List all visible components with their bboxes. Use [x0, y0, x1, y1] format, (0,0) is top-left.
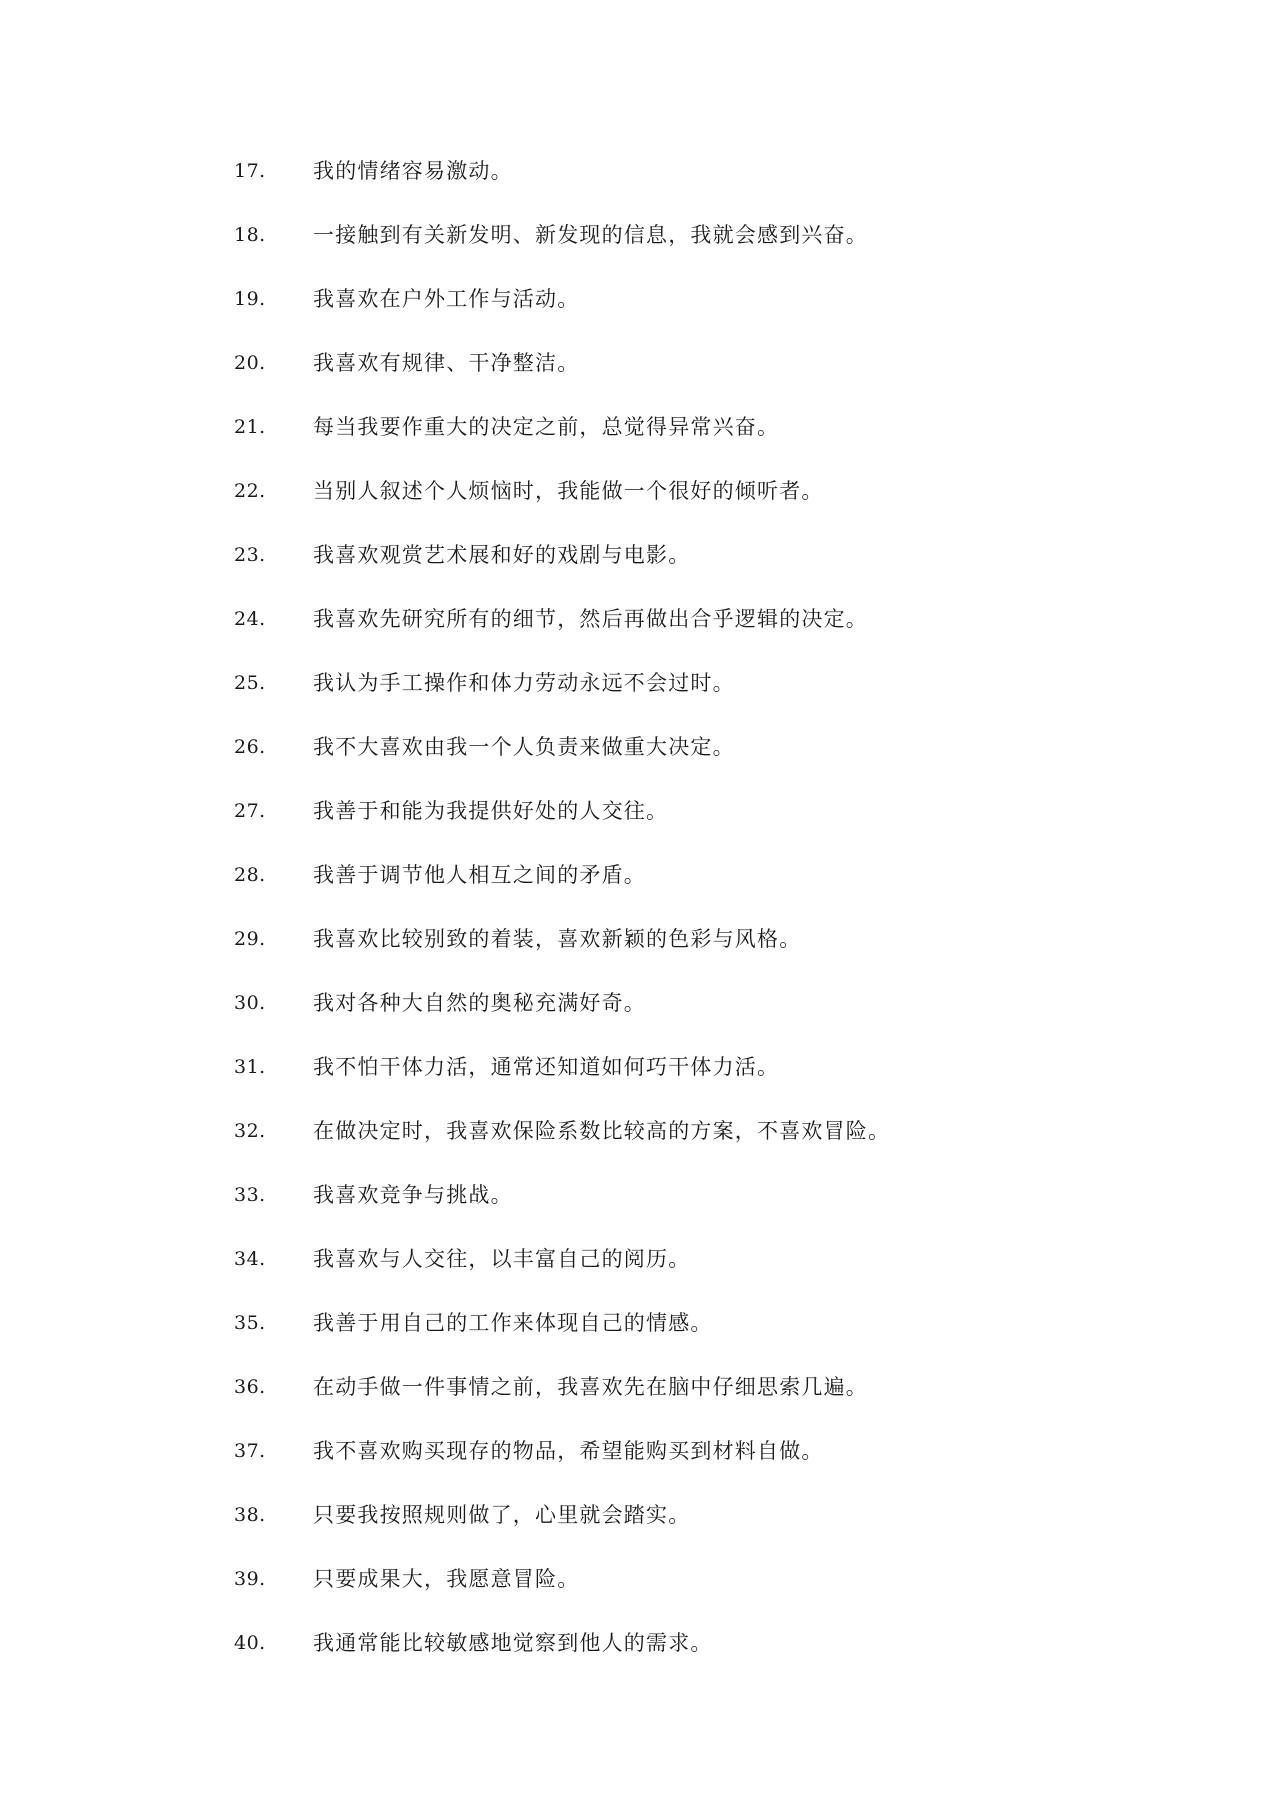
item-number: 39.: [234, 1568, 266, 1590]
item-number: 30.: [234, 992, 266, 1014]
list-item: [0, 1244, 1280, 1308]
item-text: 我认为手工操作和体力劳动永远不会过时。: [313, 671, 735, 695]
list-item: [0, 476, 1280, 540]
item-text: 我喜欢与人交往，以丰富自己的阅历。: [313, 1247, 691, 1271]
item-number: 17.: [234, 160, 266, 182]
item-text: 我喜欢比较别致的着装，喜欢新颖的色彩与风格。: [313, 927, 802, 951]
item-number: 25.: [234, 672, 266, 694]
list-item: [0, 412, 1280, 476]
item-text: 我不大喜欢由我一个人负责来做重大决定。: [313, 735, 735, 759]
item-text: 我喜欢竞争与挑战。: [313, 1183, 513, 1207]
list-item: [0, 732, 1280, 796]
item-text: 我喜欢先研究所有的细节，然后再做出合乎逻辑的决定。: [313, 607, 868, 631]
list-item: [0, 540, 1280, 604]
list-item: [0, 1052, 1280, 1116]
list-item: [0, 1116, 1280, 1180]
item-text: 在动手做一件事情之前，我喜欢先在脑中仔细思索几遍。: [313, 1375, 868, 1399]
item-number: 40.: [234, 1632, 266, 1654]
item-text: 在做决定时，我喜欢保险系数比较高的方案，不喜欢冒险。: [313, 1119, 891, 1143]
item-number: 32.: [234, 1120, 266, 1142]
list-item: [0, 604, 1280, 668]
item-number: 38.: [234, 1504, 266, 1526]
list-item: [0, 1628, 1280, 1692]
item-text: 一接触到有关新发明、新发现的信息，我就会感到兴奋。: [313, 223, 868, 247]
item-number: 21.: [234, 416, 266, 438]
item-text: 当别人叙述个人烦恼时，我能做一个很好的倾听者。: [313, 479, 824, 503]
list-item: [0, 1372, 1280, 1436]
list-item: [0, 988, 1280, 1052]
item-text: 我喜欢在户外工作与活动。: [313, 287, 580, 311]
item-number: 29.: [234, 928, 266, 950]
item-text: 我善于调节他人相互之间的矛盾。: [313, 863, 646, 887]
list-item: [0, 348, 1280, 412]
item-number: 33.: [234, 1184, 266, 1206]
list-item: [0, 284, 1280, 348]
item-number: 26.: [234, 736, 266, 758]
item-text: 我的情绪容易激动。: [313, 159, 513, 183]
item-number: 36.: [234, 1376, 266, 1398]
item-number: 22.: [234, 480, 266, 502]
item-text: 我喜欢观赏艺术展和好的戏剧与电影。: [313, 543, 691, 567]
item-number: 34.: [234, 1248, 266, 1270]
item-number: 37.: [234, 1440, 266, 1462]
item-number: 23.: [234, 544, 266, 566]
item-text: 只要我按照规则做了，心里就会踏实。: [313, 1503, 691, 1527]
item-number: 27.: [234, 800, 266, 822]
item-text: 每当我要作重大的决定之前，总觉得异常兴奋。: [313, 415, 780, 439]
item-text: 只要成果大，我愿意冒险。: [313, 1567, 580, 1591]
item-text: 我不喜欢购买现存的物品，希望能购买到材料自做。: [313, 1439, 824, 1463]
questionnaire-list: [0, 156, 1280, 1692]
list-item: [0, 924, 1280, 988]
list-item: [0, 220, 1280, 284]
list-item: [0, 668, 1280, 732]
item-number: 35.: [234, 1312, 266, 1334]
list-item: [0, 1436, 1280, 1500]
item-text: 我对各种大自然的奥秘充满好奇。: [313, 991, 646, 1015]
item-number: 24.: [234, 608, 266, 630]
item-number: 19.: [234, 288, 266, 310]
item-text: 我善于和能为我提供好处的人交往。: [313, 799, 669, 823]
list-item: [0, 1564, 1280, 1628]
item-text: 我通常能比较敏感地觉察到他人的需求。: [313, 1631, 713, 1655]
item-number: 31.: [234, 1056, 266, 1078]
list-item: [0, 1500, 1280, 1564]
list-item: [0, 1180, 1280, 1244]
list-item: [0, 796, 1280, 860]
item-text: 我不怕干体力活，通常还知道如何巧干体力活。: [313, 1055, 780, 1079]
item-text: 我善于用自己的工作来体现自己的情感。: [313, 1311, 713, 1335]
list-item: [0, 1308, 1280, 1372]
item-text: 我喜欢有规律、干净整洁。: [313, 351, 580, 375]
list-item: [0, 860, 1280, 924]
list-item: [0, 156, 1280, 220]
item-number: 20.: [234, 352, 266, 374]
item-number: 28.: [234, 864, 266, 886]
item-number: 18.: [234, 224, 266, 246]
